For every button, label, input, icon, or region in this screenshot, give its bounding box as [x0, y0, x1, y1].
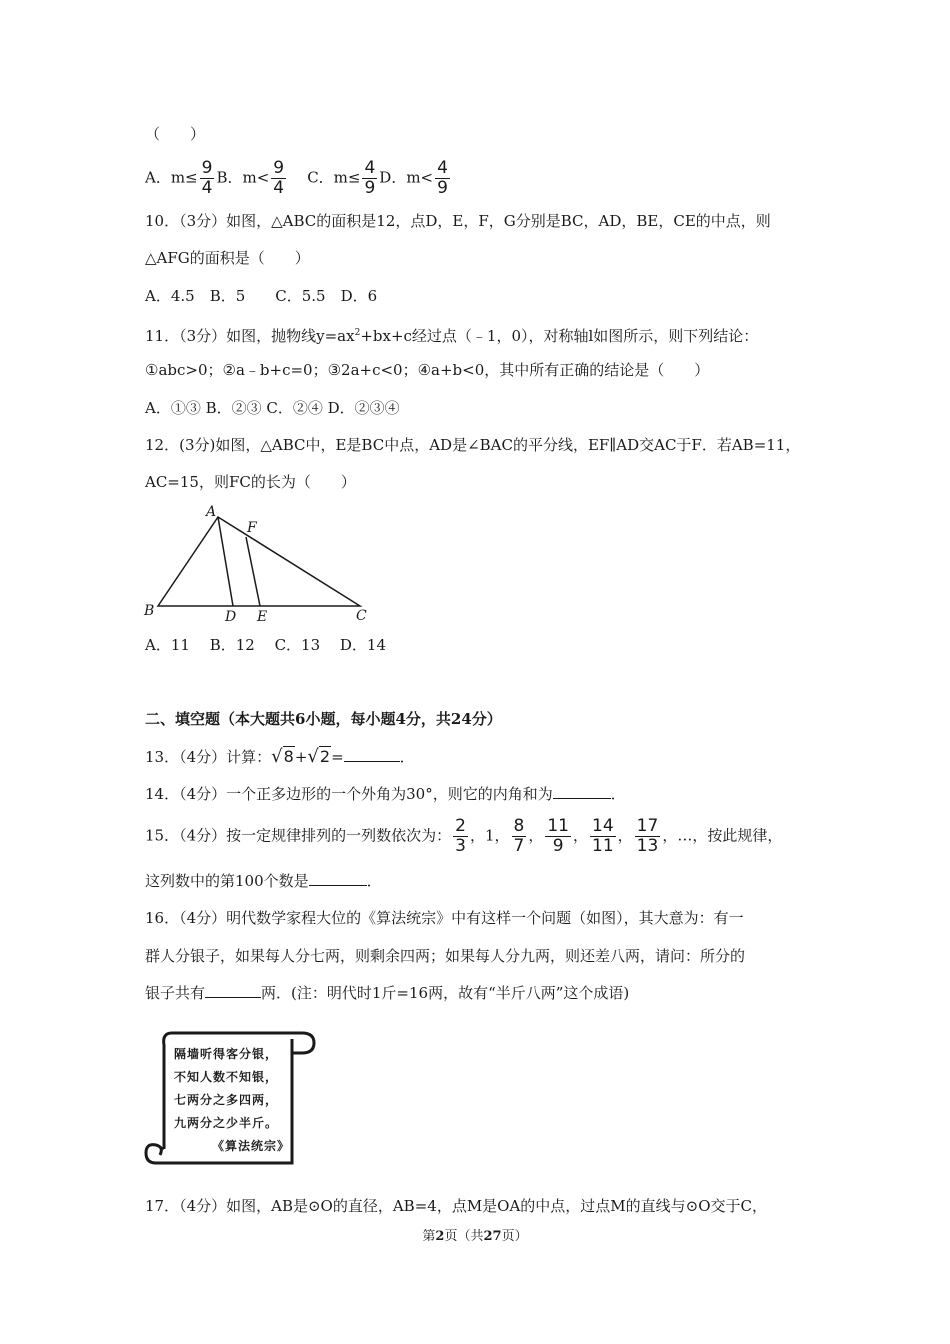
q9-frac-c: $\frac{4}{9}$: [364, 158, 376, 198]
q9-option-d: D．m<: [379, 168, 434, 187]
scroll-line-2: 不知人数不知银，: [174, 1070, 279, 1084]
q13: 13．（4分）计算：√8+√2= ．: [145, 746, 415, 767]
q9-option-a: A．m≤: [145, 168, 198, 187]
q10-line2: △AFG的面积是（ ）: [145, 249, 310, 267]
q11-options: A．①③ B．②③ C．②④ D．②③④: [145, 399, 400, 417]
q14: 14．（4分）一个正多边形的一个外角为30°，则它的内角和为 ．: [145, 785, 626, 803]
label-e: E: [257, 609, 268, 625]
page-footer: 第2页（共27页）: [422, 1229, 528, 1244]
label-c: C: [356, 608, 367, 624]
label-b: B: [144, 603, 155, 619]
q11-line2: ①abc>0；②a﹣b+c=0；③2a+c<0；④a+b<0，其中所有正确的结论是（ ）: [145, 361, 710, 379]
q11-line1: 11．（3分）如图，抛物线$y=ax^2+bx+c$经过点（﹣1，0），对称轴l如图所示，则下列结论：: [145, 327, 759, 345]
q15-answer-blank[interactable]: [309, 871, 367, 886]
scroll-line-4: 九两分之少半斤。: [174, 1116, 279, 1130]
q12-line1: 12．(3分)如图，△ABC中，E是BC中点，AD是∠BAC的平分线，EF∥AD交AC于F．若AB=11，: [145, 436, 801, 454]
page-number: 2: [435, 1229, 445, 1244]
q10-options: A．4.5 B．5 C．5.5 D．6: [145, 287, 378, 305]
q16-line3: 银子共有 两．(注：明代时1斤=16两，故有“半斤八两”这个成语): [145, 984, 630, 1002]
q14-answer-blank[interactable]: [553, 784, 611, 799]
q9-option-b: B．m<: [216, 168, 270, 187]
q17-line1: 17．（4分）如图，AB是⊙O的直径，AB=4，点M是OA的中点，过点M的直线与⊙O交于C，: [145, 1197, 768, 1215]
triangle-abc: [158, 517, 360, 606]
scroll-image: [142, 1025, 318, 1173]
label-a: A: [206, 504, 217, 520]
scroll-line-1: 隔墙听得客分银，: [174, 1047, 279, 1061]
section-heading: 二、填空题（本大题共6小题，每小题4分，共24分）: [145, 710, 502, 728]
q16-answer-blank[interactable]: [205, 983, 261, 998]
q15-line1: 15．（4分）按一定规律排列的一列数依次为： $\frac{2}{3}$ ，1， $\frac{8}{7}$ ， $\frac{11}{9}$ ， $\frac{14}{11}$ ， $\frac{17}{13}$ ，…，按此规律，: [145, 816, 783, 856]
q9-frac-d: $\frac{4}{9}$: [437, 158, 448, 198]
q9-option-c: C．m≤: [307, 168, 361, 187]
q9-frac-a: $\frac{9}{4}$: [201, 158, 213, 198]
q16-line1: 16．（4分）明代数学家程大位的《算法统宗》中有这样一个问题（如图），其大意为：有一: [145, 909, 744, 927]
q9-paren: （ ）: [145, 125, 206, 143]
q16-line2: 群人分银子，如果每人分七两，则剩余四两；如果每人分九两，则还差八两，请问：所分的: [145, 947, 746, 965]
label-d: D: [225, 609, 237, 625]
segment-ad: [218, 517, 233, 606]
q9-options: [145, 160, 452, 197]
q12-triangle-figure: [140, 500, 380, 630]
q10-line1: 10．（3分）如图，△ABC的面积是12，点D，E，F，G分别是BC，AD，BE，CE的中点，则: [145, 212, 771, 230]
label-f: F: [247, 520, 257, 536]
page-total: 27: [483, 1229, 502, 1244]
q13-answer-blank[interactable]: [344, 747, 400, 762]
scroll-line-3: 七两分之多四两，: [174, 1093, 279, 1107]
q12-line2: AC=15，则FC的长为（ ）: [145, 473, 356, 491]
q9-frac-b: $\frac{9}{4}$: [273, 158, 285, 198]
q12-options: A．11 B．12 C．13 D．14: [145, 636, 387, 654]
scroll-line-5: 《算法统宗》: [212, 1139, 291, 1153]
q15-line2: 这列数中的第100个数是 ．: [145, 872, 382, 890]
segment-ef: [246, 537, 260, 606]
